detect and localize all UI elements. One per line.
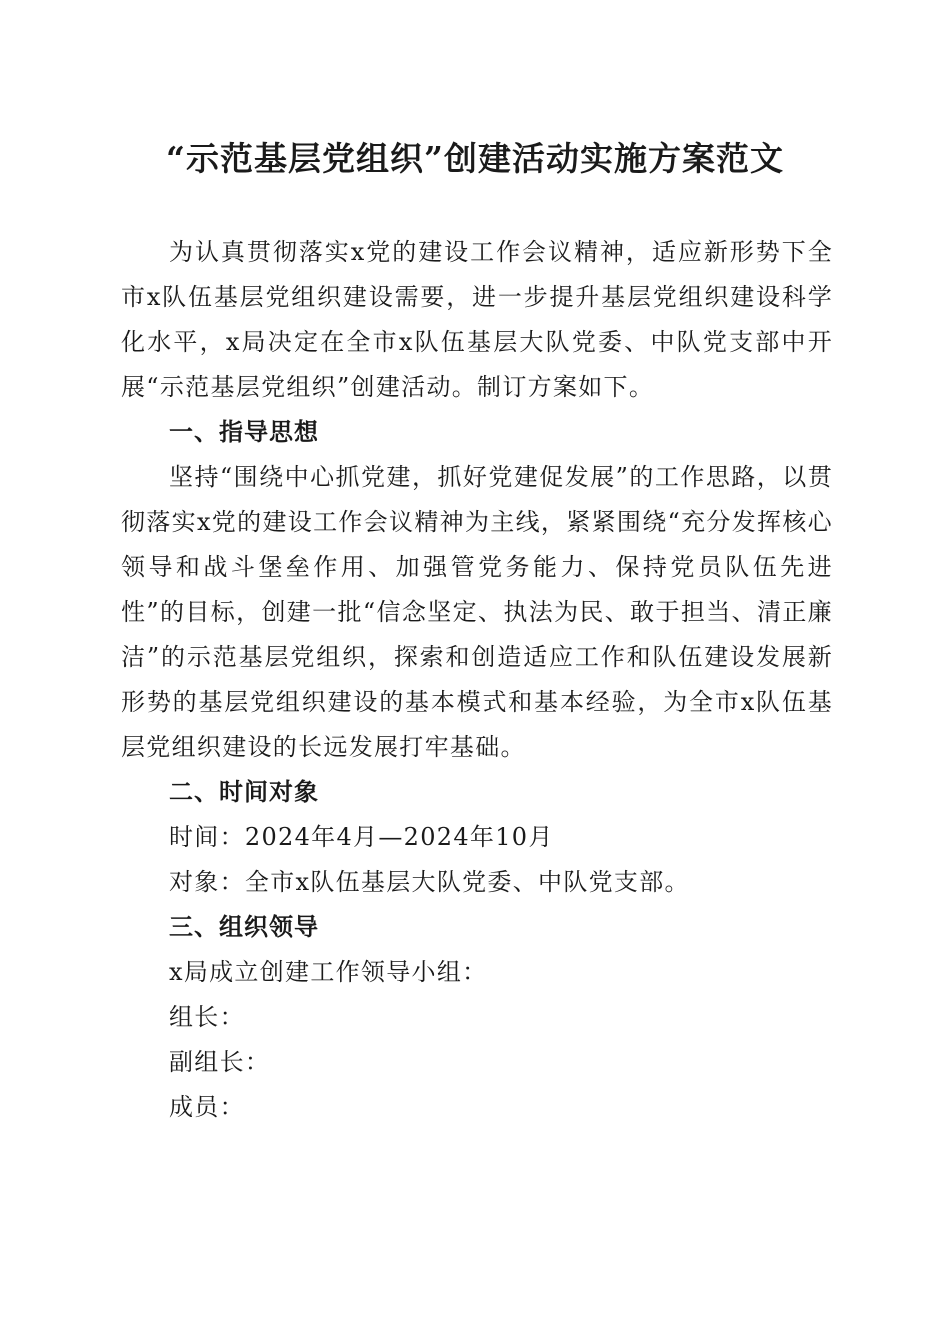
guiding-ideology-paragraph: 坚持“围绕中心抓党建，抓好党建促发展”的工作思路，以贯彻落实x党的建设工作会议精神为主线，紧紧围绕“充分发挥核心领导和战斗堡垒作用、加强管党务能力、保持党员队伍先进性”的目标，创建一批“信念坚定、执法为民、敢于担当、清正廉洁”的示范基层党组织，探索和创造适应工作和队伍建设发展新形势的基层党组织建设的基本模式和基本经验，为全市x队伍基层党组织建设的长远发展打牢基础。 [121,463,833,761]
deputy-leader-line: 副组长： [169,1048,271,1076]
leading-group-line: x局成立创建工作领导小组： [169,958,488,986]
section-heading-guiding-ideology: 一、指导思想 [169,418,319,446]
section-heading-organization: 三、组织领导 [169,913,319,941]
intro-paragraph: 为认真贯彻落实x党的建设工作会议精神，适应新形势下全市x队伍基层党组织建设需要，进一步提升基层党组织建设科学化水平，x局决定在全市x队伍基层大队党委、中队党支部中开展“示范基层党组织”创建活动。制订方案如下。 [121,238,833,401]
document-title: “示范基层党组织”创建活动实施方案范文 [166,139,784,178]
target-line: 对象：全市x队伍基层大队党委、中队党支部。 [169,868,690,896]
members-line: 成员： [169,1093,245,1121]
section-heading-time-target: 二、时间对象 [169,778,319,806]
leader-line: 组长： [169,1003,245,1031]
document-body [121,230,833,1130]
time-line: 时间：2024年4月—2024年10月 [169,823,554,851]
